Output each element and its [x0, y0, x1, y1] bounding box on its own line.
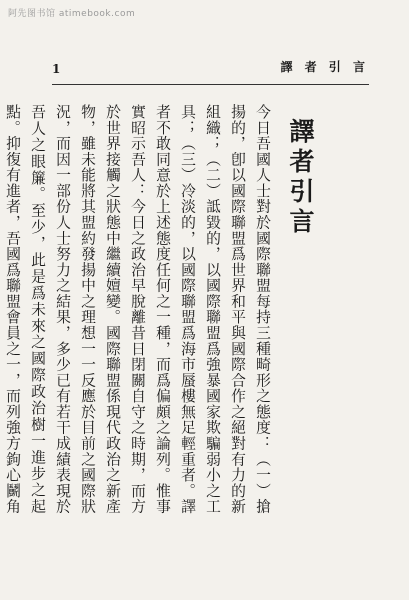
chapter-title: 譯者引言	[286, 118, 315, 238]
running-title: 譯 者 引 言	[280, 60, 369, 74]
watermark: 阿先图书馆 atimebook.com	[8, 9, 136, 19]
page-number: 1	[52, 62, 61, 76]
paragraph: 今日吾國人士對於國際聯盟每持三種畸形之態度：（一）搶揚的，卽以國際聯盟爲世界和平與國際合作之絕對有力的新組織；（二）詆毀的，以國際聯盟爲強暴國家欺騙弱小之工具；（三）冷淡的，以國際聯盟爲海市蜃樓無足輕重者。譯者不敢同意於上述態度任何之一種，而爲偏頗之論列。惟事實昭示吾人：今日之政治早脫離昔日閉關自守之時期，而方於世界接觸之狀態中繼續嬗變。國際聯盟係現代政治之新產物，雖未能將其盟約發揚中之理想一一反應於目前之國際狀況，而因一部份人士努力之結果，多少已有若干成績表現於吾人之眼簾。至少，此是爲未來之國際政治樹一進步之起點。抑復有進者，吾國爲聯盟會員之一，而列強方鉤心鬭角	[4, 104, 271, 514]
body-text	[4, 104, 275, 514]
header-rule	[52, 84, 369, 85]
